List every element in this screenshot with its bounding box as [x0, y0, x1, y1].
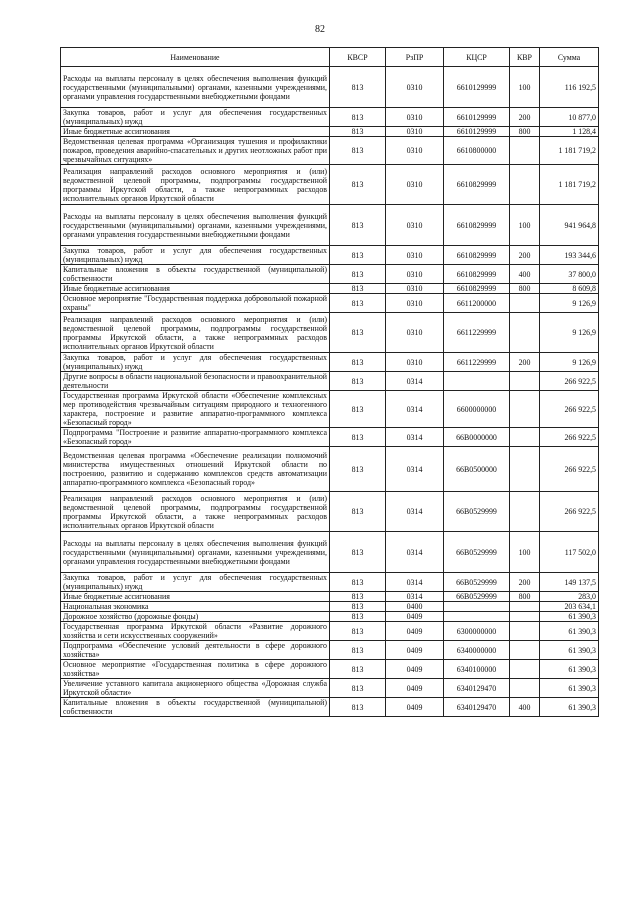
row-name: Государственная программа Иркутской области «Развитие дорожного хозяйства и сети искусственных сооружений» [61, 622, 330, 641]
row-kcsr: 66B0529999 [444, 532, 510, 573]
row-kcsr: 66B0529999 [444, 492, 510, 532]
row-kvsr: 813 [330, 294, 386, 313]
row-kcsr: 6611229999 [444, 313, 510, 353]
table-row [61, 353, 599, 372]
row-kvr [510, 612, 540, 622]
table-row [61, 165, 599, 205]
row-rzpr: 0310 [386, 67, 444, 108]
row-name: Закупка товаров, работ и услуг для обеспечения государственных (муниципальных) нужд [61, 353, 330, 372]
column-header-rzpr: РзПР [386, 48, 444, 67]
row-sum: 1 181 719,2 [540, 165, 599, 205]
row-kvr [510, 679, 540, 698]
row-sum: 61 390,3 [540, 622, 599, 641]
row-sum: 61 390,3 [540, 679, 599, 698]
row-sum: 149 137,5 [540, 573, 599, 592]
row-rzpr: 0310 [386, 137, 444, 165]
row-name: Иные бюджетные ассигнования [61, 284, 330, 294]
table-row [61, 492, 599, 532]
row-sum: 116 192,5 [540, 67, 599, 108]
row-kvr: 100 [510, 205, 540, 246]
row-rzpr: 0310 [386, 205, 444, 246]
row-sum: 9 126,9 [540, 294, 599, 313]
row-kvr: 200 [510, 573, 540, 592]
row-rzpr: 0310 [386, 265, 444, 284]
row-kvsr: 813 [330, 698, 386, 717]
row-kvsr: 813 [330, 622, 386, 641]
row-kcsr: 6611229999 [444, 353, 510, 372]
row-kvsr: 813 [330, 492, 386, 532]
row-kvr [510, 492, 540, 532]
row-kvr [510, 660, 540, 679]
row-name: Иные бюджетные ассигнования [61, 127, 330, 137]
row-name: Расходы на выплаты персоналу в целях обеспечения выполнения функций государственными (муниципальными) органами, казенными учреждениями, органами управления государственными внебюджетными фондами [61, 532, 330, 573]
row-kcsr [444, 602, 510, 612]
row-kvr [510, 622, 540, 641]
table-row [61, 532, 599, 573]
row-sum: 9 126,9 [540, 313, 599, 353]
table-row [61, 108, 599, 127]
row-name: Основное мероприятие "Государственная поддержка добровольной пожарной охраны" [61, 294, 330, 313]
row-kvr [510, 372, 540, 391]
row-rzpr: 0310 [386, 353, 444, 372]
table-body [61, 67, 599, 717]
row-name: Подпрограмма "Построение и развитие аппаратно-программного комплекса «Безопасный город» [61, 428, 330, 447]
row-kvr [510, 313, 540, 353]
table-row [61, 137, 599, 165]
row-rzpr: 0314 [386, 492, 444, 532]
row-sum: 941 964,8 [540, 205, 599, 246]
row-kcsr: 6610829999 [444, 284, 510, 294]
row-kvsr: 813 [330, 313, 386, 353]
row-name: Реализация направлений расходов основного мероприятия и (или) ведомственной целевой программы, подпрограммы государственной программы Иркутской области, а также непрограммных расходов исполнительных органов Иркутской области [61, 165, 330, 205]
column-header-sum: Сумма [540, 48, 599, 67]
table-row [61, 294, 599, 313]
row-kcsr: 6340129470 [444, 698, 510, 717]
row-kvr: 200 [510, 108, 540, 127]
column-header-kvsr: КВСР [330, 48, 386, 67]
table-row [61, 313, 599, 353]
row-sum: 61 390,3 [540, 660, 599, 679]
page-number: 82 [315, 24, 325, 35]
row-sum: 8 609,8 [540, 284, 599, 294]
row-kvsr: 813 [330, 612, 386, 622]
row-rzpr: 0409 [386, 622, 444, 641]
row-kvr: 400 [510, 265, 540, 284]
row-sum: 117 502,0 [540, 532, 599, 573]
row-name: Реализация направлений расходов основного мероприятия и (или) ведомственной целевой программы, подпрограммы государственной программы Иркутской области, а также непрограммных расходов исполнительных органов Иркутской области [61, 313, 330, 353]
row-kcsr [444, 612, 510, 622]
row-kvsr: 813 [330, 391, 386, 428]
row-name: Национальная экономика [61, 602, 330, 612]
table-row [61, 205, 599, 246]
row-kvsr: 813 [330, 372, 386, 391]
row-rzpr: 0314 [386, 372, 444, 391]
row-name: Увеличение уставного капитала акционерного общества «Дорожная служба Иркутской области» [61, 679, 330, 698]
row-kvsr: 813 [330, 679, 386, 698]
row-kcsr: 6610129999 [444, 108, 510, 127]
table-row [61, 127, 599, 137]
row-name: Ведомственная целевая программа «Обеспечение реализации полномочий министерства имущественных отношений Иркутской области по построению, развитию и содержанию комплексов средств автоматизации аппаратно-программного комплекса «Безопасный город» [61, 447, 330, 492]
table-row [61, 265, 599, 284]
row-rzpr: 0314 [386, 573, 444, 592]
row-name: Расходы на выплаты персоналу в целях обеспечения выполнения функций государственными (муниципальными) органами, казенными учреждениями, органами управления государственными внебюджетными фондами [61, 205, 330, 246]
row-sum: 1 128,4 [540, 127, 599, 137]
table-row [61, 391, 599, 428]
row-kvsr: 813 [330, 265, 386, 284]
row-name: Иные бюджетные ассигнования [61, 592, 330, 602]
row-kvsr: 813 [330, 573, 386, 592]
row-kcsr: 6340000000 [444, 641, 510, 660]
row-kvsr: 813 [330, 353, 386, 372]
row-sum: 266 922,5 [540, 391, 599, 428]
row-rzpr: 0314 [386, 447, 444, 492]
row-kvsr: 813 [330, 592, 386, 602]
row-kcsr: 6610129999 [444, 127, 510, 137]
row-kcsr: 6611200000 [444, 294, 510, 313]
row-rzpr: 0409 [386, 612, 444, 622]
row-sum: 266 922,5 [540, 492, 599, 532]
row-sum: 203 634,1 [540, 602, 599, 612]
row-rzpr: 0310 [386, 165, 444, 205]
row-sum: 266 922,5 [540, 372, 599, 391]
row-kcsr: 66B0500000 [444, 447, 510, 492]
table-row [61, 372, 599, 391]
row-name: Реализация направлений расходов основного мероприятия и (или) ведомственной целевой программы, подпрограммы государственной программы Иркутской области, а также непрограммных расходов исполнительных органов Иркутской области [61, 492, 330, 532]
row-name: Расходы на выплаты персоналу в целях обеспечения выполнения функций государственными (муниципальными) органами, казенными учреждениями, органами управления государственными внебюджетными фондами [61, 67, 330, 108]
row-rzpr: 0314 [386, 428, 444, 447]
row-kcsr: 6340129470 [444, 679, 510, 698]
row-kvsr: 813 [330, 127, 386, 137]
row-sum: 266 922,5 [540, 447, 599, 492]
table-row [61, 602, 599, 612]
row-rzpr: 0314 [386, 532, 444, 573]
row-rzpr: 0310 [386, 284, 444, 294]
row-kcsr: 6610129999 [444, 67, 510, 108]
row-kvr: 800 [510, 127, 540, 137]
row-kvsr: 813 [330, 532, 386, 573]
row-sum: 193 344,6 [540, 246, 599, 265]
row-name: Закупка товаров, работ и услуг для обеспечения государственных (муниципальных) нужд [61, 108, 330, 127]
row-sum: 9 126,9 [540, 353, 599, 372]
table-row [61, 246, 599, 265]
row-kvsr: 813 [330, 447, 386, 492]
row-kcsr: 6300000000 [444, 622, 510, 641]
row-kcsr: 6610829999 [444, 205, 510, 246]
row-name: Ведомственная целевая программа «Организация тушения и профилактики пожаров, проведения аварийно-спасательных и других неотложных работ при чрезвычайных ситуациях» [61, 137, 330, 165]
row-kcsr: 6610829999 [444, 246, 510, 265]
row-kcsr [444, 372, 510, 391]
column-header-name: Наименование [61, 48, 330, 67]
table-row [61, 612, 599, 622]
table-row [61, 698, 599, 717]
row-kvsr: 813 [330, 205, 386, 246]
row-sum: 61 390,3 [540, 612, 599, 622]
row-kcsr: 6610800000 [444, 137, 510, 165]
table-row [61, 573, 599, 592]
row-rzpr: 0409 [386, 679, 444, 698]
row-kvsr: 813 [330, 137, 386, 165]
row-rzpr: 0310 [386, 108, 444, 127]
row-kvr: 100 [510, 67, 540, 108]
row-rzpr: 0314 [386, 391, 444, 428]
table-row [61, 67, 599, 108]
table-header-row [61, 48, 599, 67]
row-rzpr: 0310 [386, 127, 444, 137]
column-header-kcsr: КЦСР [444, 48, 510, 67]
row-kvr: 800 [510, 592, 540, 602]
row-kvr: 800 [510, 284, 540, 294]
table-row [61, 592, 599, 602]
row-kcsr: 6340100000 [444, 660, 510, 679]
row-rzpr: 0310 [386, 294, 444, 313]
row-rzpr: 0409 [386, 641, 444, 660]
row-kvsr: 813 [330, 660, 386, 679]
row-rzpr: 0400 [386, 602, 444, 612]
row-kvr: 200 [510, 246, 540, 265]
row-sum: 61 390,3 [540, 641, 599, 660]
table-row [61, 622, 599, 641]
table-row [61, 660, 599, 679]
row-rzpr: 0409 [386, 660, 444, 679]
row-kvsr: 813 [330, 284, 386, 294]
row-kvr [510, 447, 540, 492]
row-name: Капитальные вложения в объекты государственной (муниципальной) собственности [61, 698, 330, 717]
row-sum: 10 877,0 [540, 108, 599, 127]
row-name: Закупка товаров, работ и услуг для обеспечения государственных (муниципальных) нужд [61, 246, 330, 265]
row-name: Государственная программа Иркутской области «Обеспечение комплексных мер противодействия чрезвычайным ситуациям природного и техногенного характера, построение и развитие аппаратно-программного комплекса «Безопасный город» [61, 391, 330, 428]
table-row [61, 447, 599, 492]
row-kvsr: 813 [330, 108, 386, 127]
row-kvr [510, 165, 540, 205]
row-rzpr: 0310 [386, 313, 444, 353]
budget-table [60, 47, 599, 717]
column-header-kvr: КВР [510, 48, 540, 67]
row-kcsr: 6610829999 [444, 265, 510, 284]
table-row [61, 679, 599, 698]
row-kvr [510, 428, 540, 447]
row-kvr [510, 602, 540, 612]
row-kvr: 100 [510, 532, 540, 573]
row-sum: 266 922,5 [540, 428, 599, 447]
row-rzpr: 0409 [386, 698, 444, 717]
row-kcsr: 66B0000000 [444, 428, 510, 447]
row-kvsr: 813 [330, 641, 386, 660]
row-name: Капитальные вложения в объекты государственной (муниципальной) собственности [61, 265, 330, 284]
row-kcsr: 6600000000 [444, 391, 510, 428]
row-name: Основное мероприятие «Государственная политика в сфере дорожного хозяйства» [61, 660, 330, 679]
row-kcsr: 66B0529999 [444, 573, 510, 592]
row-kvsr: 813 [330, 165, 386, 205]
row-sum: 37 800,0 [540, 265, 599, 284]
row-name: Другие вопросы в области национальной безопасности и правоохранительной деятельности [61, 372, 330, 391]
row-kcsr: 66B0529999 [444, 592, 510, 602]
table-row [61, 428, 599, 447]
row-rzpr: 0314 [386, 592, 444, 602]
table-row [61, 641, 599, 660]
row-sum: 283,0 [540, 592, 599, 602]
row-kvr [510, 391, 540, 428]
row-name: Закупка товаров, работ и услуг для обеспечения государственных (муниципальных) нужд [61, 573, 330, 592]
row-kvsr: 813 [330, 428, 386, 447]
row-kvr: 200 [510, 353, 540, 372]
row-kcsr: 6610829999 [444, 165, 510, 205]
row-kvsr: 813 [330, 246, 386, 265]
table-row [61, 284, 599, 294]
row-sum: 61 390,3 [540, 698, 599, 717]
row-rzpr: 0310 [386, 246, 444, 265]
row-name: Дорожное хозяйство (дорожные фонды) [61, 612, 330, 622]
row-name: Подпрограмма «Обеспечение условий деятельности в сфере дорожного хозяйства» [61, 641, 330, 660]
row-kvsr: 813 [330, 67, 386, 108]
row-kvr: 400 [510, 698, 540, 717]
row-kvr [510, 137, 540, 165]
row-kvr [510, 641, 540, 660]
row-kvr [510, 294, 540, 313]
row-sum: 1 181 719,2 [540, 137, 599, 165]
row-kvsr: 813 [330, 602, 386, 612]
